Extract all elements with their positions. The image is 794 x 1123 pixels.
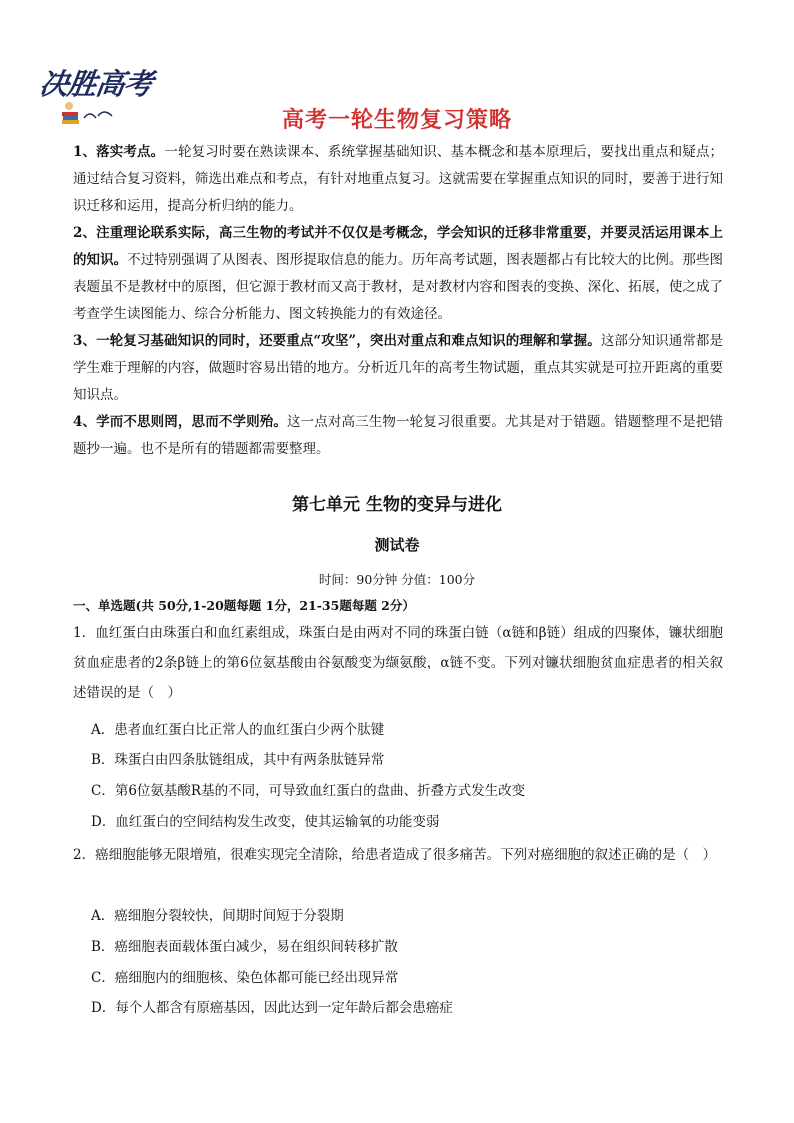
question-1-option-a: A．患者血红蛋白比正常人的血红蛋白少两个肽键 xyxy=(91,722,385,738)
strategy-paragraph xyxy=(73,220,723,328)
question-2-option-c: C．癌细胞内的细胞核、染色体都可能已经出现异常 xyxy=(91,970,399,986)
strategy-text: 一轮复习时要在熟读课本、系统掌握基础知识、基本概念和基本原理后，要找出重点和疑点；通过结合复习资料，筛选出难点和考点，有针对地重点复习。这就需要在掌握重点知识的同时，要善于进行知识迁移和运用，提高分析归纳的能力。 xyxy=(73,144,723,214)
strategy-heading: 3、一轮复习基础知识的同时，还要重点“攻坚”，突出对重点和难点知识的理解和掌握。 xyxy=(73,333,601,349)
question-2-option-b: B．癌细胞表面载体蛋白减少，易在组织间转移扩散 xyxy=(91,939,398,955)
question-1-stem xyxy=(73,618,723,708)
strategy-paragraph xyxy=(73,328,723,409)
strategy-text: 这一点对高三生物一轮复习很重要。尤其是对于错题。错题整理不是把错题抄一遍。也不是所有的错题都需要整理。 xyxy=(73,414,723,457)
strategy-section xyxy=(73,139,723,463)
strategy-text: 这部分知识通常都是学生难于理解的内容，做题时容易出错的地方。分析近几年的高考生物试题，重点其实就是可拉开距离的重要知识点。 xyxy=(73,333,723,403)
document-title: 高考一轮生物复习策略 xyxy=(281,108,512,133)
strategy-text: 不过特别强调了从图表、图形提取信息的能力。历年高考试题，图表题都占有比较大的比例。那些图表题虽不是教材中的原图，但它源于教材而又高于教材，是对教材内容和图表的变换、深化、拓展，使之成了考查学生读图能力、综合分析能力、图文转换能力的有效途径。 xyxy=(73,252,724,322)
logo-text: 决胜高考 xyxy=(37,67,155,101)
strategy-paragraph xyxy=(73,139,723,220)
question-1-option-d: D．血红蛋白的空间结构发生改变，使其运输氧的功能变弱 xyxy=(91,814,440,830)
question-1-option-b: B．珠蛋白由四条肽链组成，其中有两条肽链异常 xyxy=(91,752,385,768)
question-2-stem xyxy=(73,840,723,870)
question-2-option-d: D．每个人都含有原癌基因，因此达到一定年龄后都会患癌症 xyxy=(91,1000,453,1016)
question-2-option-a: A．癌细胞分裂较快，间期时间短于分裂期 xyxy=(91,908,344,924)
unit-title: 第七单元 生物的变异与进化 xyxy=(292,495,502,515)
strategy-heading: 2、注重理论联系实际，高三生物的考试并不仅仅是考概念，学会知识的迁移非常重要，并要灵活运用课本上的知识。 xyxy=(73,225,723,268)
strategy-heading: 1、落实考点。 xyxy=(73,144,165,160)
question-text: 2．癌细胞能够无限增殖，很难实现完全清除，给患者造成了很多痛苦。下列对癌细胞的叙述正确的是（ ） xyxy=(73,847,717,863)
exam-meta: 时间：90分钟 分值：100分 xyxy=(318,572,476,587)
question-text: 1．血红蛋白由珠蛋白和血红素组成，珠蛋白是由两对不同的珠蛋白链（α链和β链）组成的四聚体，镰状细胞贫血症患者的2条β链上的第6位氨基酸由谷氨酸变为缬氨酸，α链不变。下列对镰状细胞贫血症患者的相关叙述错误的是（ ） xyxy=(73,625,723,701)
test-title: 测试卷 xyxy=(374,536,420,554)
strategy-heading: 4、学而不思则罔，思而不学则殆。 xyxy=(73,414,287,430)
question-1-option-c: C．第6位氨基酸R基的不同，可导致血红蛋白的盘曲、折叠方式发生改变 xyxy=(91,783,526,799)
section-heading: 一、单选题(共 50分,1-20题每题 1分，21-35题每题 2分） xyxy=(73,598,415,613)
strategy-paragraph xyxy=(73,409,723,463)
